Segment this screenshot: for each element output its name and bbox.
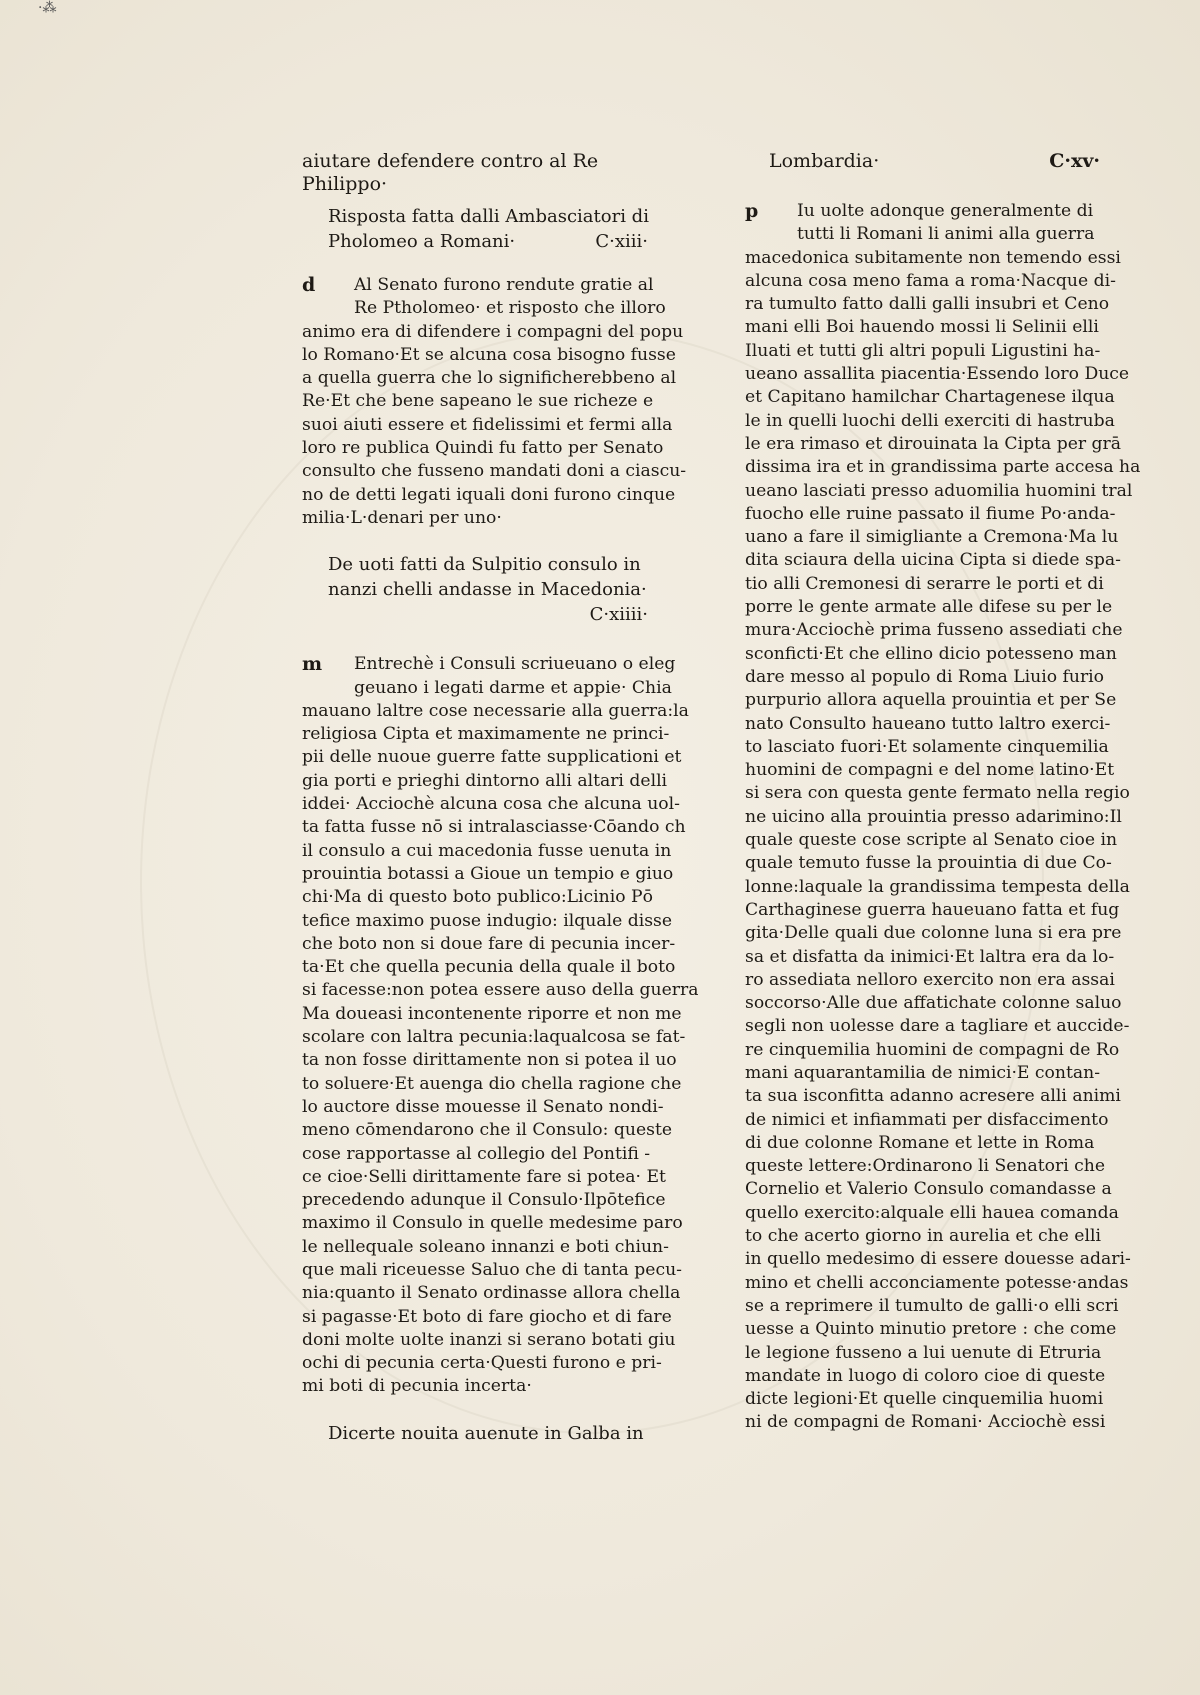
heading-line: Dicerte nouita auenute in Galba in [328, 1422, 644, 1444]
text-line: to lasciato fuori·Et solamente cinquemilia [745, 736, 1109, 757]
text-line: quale temuto fusse la prouintia di due Co- [745, 853, 1112, 874]
text-line: to soluere·Et auenga dio chella ragione che [302, 1073, 682, 1094]
text-line: dicte legioni·Et quelle cinquemilia huomi [745, 1389, 1104, 1410]
text-line: uano a fare il simigliante a Cremona·Ma lu [745, 527, 1119, 548]
text-line: ro assediata nelloro exercito non era assai [745, 969, 1115, 990]
text-line: maximo il Consulo in quelle medesime paro [302, 1213, 683, 1234]
text-line: macedonica subitamente non temendo essi [745, 247, 1121, 268]
left-running-head: aiutare defendere contro al Re Philippo· [302, 150, 599, 196]
text-line: gita·Delle quali due colonne luna si era pre [745, 923, 1122, 944]
right-column [745, 150, 1141, 1435]
text-line: Re Ptholomeo· et risposto che illoro [354, 298, 666, 319]
guide-letter: m [302, 653, 323, 676]
chapter-heading-xiiii [302, 552, 654, 627]
text-line: nia:quanto il Senato ordinasse allora chella [302, 1283, 681, 1304]
text-line: tefice maximo puose indugio: ilquale disse [302, 910, 673, 931]
text-line: Carthaginese guerra haueuano fatta et fug [745, 899, 1120, 920]
text-line: scolare con laltra pecunia:laqualcosa se fat- [302, 1027, 686, 1048]
text-line: mi boti di pecunia incerta· [302, 1376, 532, 1397]
paragraph-2 [302, 653, 699, 1399]
text-line: mauano laltre cose necessarie alla guerra:la [302, 700, 689, 721]
paragraph-1 [302, 274, 687, 530]
text-line: milia·L·denari per uno· [302, 507, 502, 528]
text-line: lo auctore disse mouesse il Senato nondi- [302, 1096, 664, 1117]
text-line: uesse a Quinto minutio pretore : che come [745, 1319, 1117, 1340]
text-line: si pagasse·Et boto di fare giocho et di fare [302, 1306, 672, 1327]
chapter-heading-next [302, 1421, 654, 1446]
chapter-number: C·xiii· [595, 231, 648, 252]
chapter-number: C·xiiii· [589, 604, 648, 626]
text-line: tio alli Cremonesi di serarre le porti et di [745, 573, 1104, 594]
text-line: di due colonne Romane et lette in Roma [745, 1132, 1095, 1153]
text-line: quello exercito:alquale elli hauea comanda [745, 1202, 1119, 1223]
text-line: religiosa Cipta et maximamente ne princi- [302, 724, 670, 745]
text-line: que mali riceuesse Saluo che di tanta pecu- [302, 1259, 682, 1280]
right-running-head [745, 150, 1100, 180]
text-line: le nellequale soleano innanzi e boti chiun- [302, 1236, 669, 1257]
text-line: Al Senato furono rendute gratie al [354, 275, 654, 295]
text-line: sconficti·Et che ellino dicio potesseno man [745, 643, 1117, 664]
text-line: le legione fusseno a lui uenute di Etruria [745, 1342, 1102, 1363]
text-line: pii delle nuoue guerre fatte supplicationi et [302, 747, 682, 768]
text-line: to che acerto giorno in aurelia et che elli [745, 1226, 1101, 1247]
text-line: mura·Acciochè prima fusseno assediati che [745, 620, 1123, 641]
text-line: si facesse:non potea essere auso della guerra [302, 980, 699, 1001]
text-line: gia porti e prieghi dintorno alli altari delli [302, 770, 668, 791]
text-line: ueano assallita piacentia·Essendo loro Duce [745, 364, 1130, 385]
text-line: queste lettere:Ordinarono li Senatori che [745, 1156, 1106, 1177]
folio-number: C·xv· [1049, 150, 1100, 172]
heading-line: De uoti fatti da Sulpitio consulo in [328, 554, 641, 576]
text-line: tutti li Romani li animi alla guerra [797, 224, 1095, 245]
text-line: iddei· Acciochè alcuna cosa che alcuna uol- [302, 794, 680, 815]
text-line: in quello medesimo di essere douesse adari- [745, 1249, 1131, 1270]
text-line: cose rapportasse al collegio del Pontifi - [302, 1143, 651, 1164]
text-line: che boto non si doue fare di pecunia incer- [302, 933, 676, 954]
text-line: Iluati et tutti gli altri populi Ligustini ha- [745, 340, 1101, 361]
text-line: Ma doueasi incontenente riporre et non me [302, 1003, 682, 1024]
text-line: si sera con questa gente fermato nella regio [745, 783, 1130, 804]
text-line: doni molte uolte inanzi si serano botati giu [302, 1329, 676, 1350]
text-line: animo era di difendere i compagni del popu [302, 321, 684, 342]
text-line: ce cioe·Selli dirittamente fare si potea· Et [302, 1166, 666, 1187]
text-line: le in quelli luochi delli exerciti di hastruba [745, 410, 1115, 431]
text-line: ni de compagni de Romani· Acciochè essi [745, 1412, 1106, 1433]
text-line: soccorso·Alle due affatichate colonne saluo [745, 993, 1122, 1014]
text-line: lo Romano·Et se alcuna cosa bisogno fusse [302, 344, 676, 365]
text-line: ueano lasciati presso aduomilia huomini tral [745, 480, 1133, 501]
text-line: ta fatta fusse nō si intralasciasse·Cōando ch [302, 817, 686, 838]
chapter-heading-xiii [302, 204, 654, 254]
left-column [302, 150, 699, 1446]
text-line: Cornelio et Valerio Consulo comandasse a [745, 1179, 1112, 1200]
text-line: mandate in luogo di coloro cioe di queste [745, 1365, 1106, 1386]
text-line: porre le gente armate alle difese su per le [745, 597, 1113, 618]
text-line: se a reprimere il tumulto de galli·o elli scri [745, 1295, 1119, 1316]
text-line: ta·Et che quella pecunia della quale il boto [302, 957, 676, 978]
text-line: ta non fosse dirittamente non si potea il uo [302, 1050, 677, 1071]
text-line: lonne:laquale la grandissima tempesta della [745, 876, 1130, 897]
text-line: no de detti legati iquali doni furono cinque [302, 484, 676, 505]
text-line: ochi di pecunia certa·Questi furono e pri- [302, 1353, 662, 1374]
text-line: dare messo al populo di Roma Liuio furio [745, 666, 1104, 687]
text-line: meno cōmendarono che il Consulo: queste [302, 1120, 673, 1141]
text-line: chi·Ma di questo boto publico:Licinio Pō [302, 887, 653, 908]
text-line: Re·Et che bene sapeano le sue richeze e [302, 391, 654, 412]
text-line: de nimici et infiammati per disfaccimento [745, 1109, 1109, 1130]
text-line: le era rimaso et dirouinata la Cipta per grā [745, 433, 1122, 454]
text-line: prouintia botassi a Gioue un tempio e giuo [302, 863, 674, 884]
heading-line: Risposta fatta dalli Ambasciatori di [328, 206, 649, 227]
text-line: precedendo adunque il Consulo·Ilpōtefice [302, 1190, 666, 1211]
text-line: consulto che fusseno mandati doni a ciascu- [302, 461, 687, 482]
text-line: huomini de compagni e del nome latino·Et [745, 760, 1115, 781]
guide-letter: p [745, 200, 759, 222]
text-line: nato Consulto haueano tutto laltro exerci- [745, 713, 1111, 734]
text-line: ta sua isconfitta adanno acresere alli animi [745, 1086, 1121, 1107]
text-line: re cinquemilia huomini de compagni de Ro [745, 1039, 1120, 1060]
heading-line: nanzi chelli andasse in Macedonia· [328, 579, 647, 601]
ink-speck: ·⁂ [38, 0, 57, 16]
text-line: sa et disfatta da inimici·Et laltra era da lo- [745, 946, 1115, 967]
text-line: quale queste cose scripte al Senato cioe in [745, 830, 1118, 851]
text-line: segli non uolesse dare a tagliare et auccide- [745, 1016, 1130, 1037]
running-title: Lombardia· [769, 150, 880, 172]
text-line: mani elli Boi hauendo mossi li Selinii elli [745, 317, 1099, 338]
text-line: a quella guerra che lo significherebbeno al [302, 368, 677, 389]
text-line: suoi aiuti essere et fidelissimi et fermi alla [302, 414, 673, 435]
text-line: dissima ira et in grandissima parte accesa ha [745, 457, 1141, 478]
text-line: fuocho elle ruine passato il fiume Po·anda- [745, 503, 1116, 524]
text-line: loro re publica Quindi fu fatto per Senato [302, 438, 664, 459]
heading-line: Pholomeo a Romani· [328, 231, 516, 252]
paragraph-right [745, 200, 1141, 1435]
text-line: Entrechè i Consuli scriueuano o eleg [354, 654, 676, 675]
text-line: il consulo a cui macedonia fusse uenuta in [302, 840, 672, 861]
text-line: mino et chelli acconciamente potesse·andas [745, 1272, 1129, 1293]
text-line: et Capitano hamilchar Chartagenese ilqua [745, 387, 1115, 408]
text-line: geuano i legati darme et appie· Chia [354, 677, 672, 698]
text-line: ne uicino alla prouintia presso adarimino:Il [745, 806, 1122, 827]
guide-letter: d [302, 274, 316, 296]
text-line: purpurio allora aquella prouintia et per Se [745, 690, 1117, 711]
text-line: mani aquarantamilia de nimici·E contan- [745, 1062, 1100, 1083]
text-line: dita sciaura della uicina Cipta si diede spa- [745, 550, 1121, 571]
text-line: alcuna cosa meno fama a roma·Nacque di- [745, 270, 1116, 291]
text-line: ra tumulto fatto dalli galli insubri et Ceno [745, 294, 1110, 315]
text-line: Iu uolte adonque generalmente di [797, 201, 1094, 221]
